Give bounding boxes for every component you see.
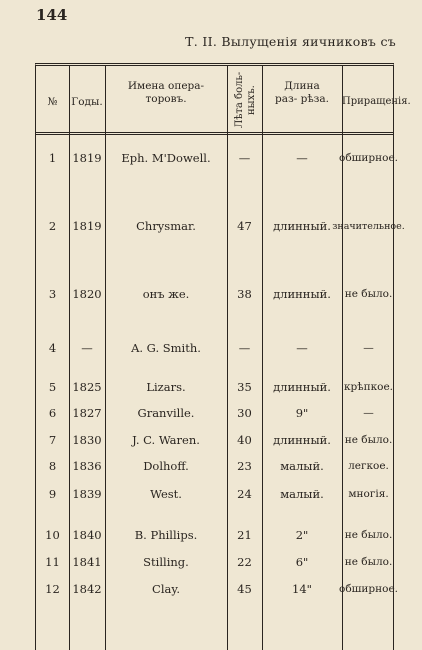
cell-year: 1819 bbox=[72, 219, 102, 233]
cell-increment: обширное. bbox=[339, 583, 398, 595]
cell-year: 1842 bbox=[72, 582, 102, 596]
cell-length: — bbox=[296, 151, 308, 165]
cell-num: 5 bbox=[48, 380, 57, 394]
header-num: № bbox=[47, 96, 58, 108]
cell-age: 38 bbox=[237, 287, 252, 301]
cell-age: 21 bbox=[237, 528, 252, 542]
table-row bbox=[36, 456, 393, 476]
cell-increment: — bbox=[363, 342, 374, 354]
cell-year: 1820 bbox=[72, 287, 102, 301]
cell-year: — bbox=[81, 341, 93, 355]
cell-year: 1819 bbox=[72, 151, 102, 165]
table-row bbox=[36, 579, 398, 599]
table-row bbox=[36, 484, 393, 504]
cell-increment: многія. bbox=[348, 488, 389, 500]
cell-year: 1839 bbox=[72, 487, 102, 501]
cell-increment: не было. bbox=[344, 529, 393, 541]
cell-increment: легкое. bbox=[348, 460, 389, 472]
cell-year: 1830 bbox=[72, 433, 102, 447]
cell-age: 35 bbox=[237, 380, 252, 394]
cell-num: 3 bbox=[48, 287, 57, 301]
cell-age: 45 bbox=[237, 582, 252, 596]
table-row bbox=[36, 525, 393, 545]
header-rule bbox=[36, 132, 393, 135]
cell-length: малый. bbox=[280, 459, 324, 473]
cell-num: 6 bbox=[48, 406, 57, 420]
cell-length: 6" bbox=[295, 555, 309, 569]
cell-increment: — bbox=[363, 407, 374, 419]
cell-year: 1841 bbox=[72, 555, 102, 569]
cell-num: 8 bbox=[48, 459, 57, 473]
cell-age: 40 bbox=[237, 433, 252, 447]
cell-length: 9" bbox=[295, 406, 309, 420]
table-row bbox=[36, 552, 393, 572]
table-row bbox=[36, 216, 405, 236]
cell-num: 11 bbox=[45, 555, 60, 569]
cell-length: 14" bbox=[292, 582, 312, 596]
cell-age: 23 bbox=[237, 459, 252, 473]
cell-length: длинный. bbox=[273, 219, 331, 233]
cell-length: длинный. bbox=[273, 380, 331, 394]
cell-age: — bbox=[238, 341, 251, 355]
cell-length: длинный. bbox=[273, 287, 331, 301]
header-operator: Имена опера- торовъ. bbox=[127, 80, 205, 106]
cell-operator: B. Phillips. bbox=[134, 528, 198, 542]
table-row bbox=[36, 377, 393, 397]
cell-operator: Clay. bbox=[152, 582, 180, 596]
cell-operator: Chrysmar. bbox=[136, 219, 196, 233]
cell-year: 1840 bbox=[72, 528, 102, 542]
cell-num: 9 bbox=[48, 487, 57, 501]
cell-num: 4 bbox=[48, 341, 57, 355]
cell-operator: Dolhoff. bbox=[143, 459, 189, 473]
cell-length: малый. bbox=[280, 487, 324, 501]
cell-operator: Stilling. bbox=[143, 555, 189, 569]
cell-year: 1827 bbox=[72, 406, 102, 420]
cell-operator: West. bbox=[150, 487, 182, 501]
header-age: Лѣта боль- ныхъ. bbox=[234, 71, 257, 129]
cell-age: 47 bbox=[237, 219, 252, 233]
cell-length: — bbox=[296, 341, 308, 355]
table-row bbox=[36, 284, 393, 304]
cell-operator: A. G. Smith. bbox=[131, 341, 201, 355]
cell-operator: Eph. M'Dowell. bbox=[121, 151, 211, 165]
cell-increment: не было. bbox=[344, 288, 393, 300]
operations-table bbox=[35, 63, 411, 650]
cell-increment: не было. bbox=[344, 556, 393, 568]
header-increment: Приращенія. bbox=[342, 96, 411, 107]
cell-num: 1 bbox=[48, 151, 57, 165]
cell-age: 30 bbox=[237, 406, 252, 420]
cell-increment: не было. bbox=[344, 434, 393, 446]
header-length: Длина раз- рѣза. bbox=[275, 80, 329, 106]
cell-num: 2 bbox=[48, 219, 57, 233]
cell-operator: онъ же. bbox=[142, 287, 190, 301]
cell-age: 22 bbox=[237, 555, 252, 569]
cell-year: 1825 bbox=[72, 380, 102, 394]
running-head: Т. II. Вылущенія яичниковъ съ bbox=[185, 34, 396, 49]
header-year: Годы. bbox=[71, 96, 103, 108]
cell-age: 24 bbox=[237, 487, 252, 501]
cell-operator: J. C. Waren. bbox=[132, 433, 200, 447]
cell-year: 1836 bbox=[72, 459, 102, 473]
cell-num: 10 bbox=[45, 528, 60, 542]
cell-operator: Lizars. bbox=[146, 380, 186, 394]
cell-operator: Granville. bbox=[137, 406, 195, 420]
cell-num: 7 bbox=[48, 433, 57, 447]
cell-increment: крѣпкое. bbox=[343, 381, 394, 393]
cell-increment: значительное. bbox=[332, 220, 405, 232]
cell-length: 2" bbox=[295, 528, 309, 542]
table-row bbox=[36, 403, 393, 423]
cell-increment: обширное. bbox=[339, 152, 398, 164]
cell-num: 12 bbox=[45, 582, 60, 596]
table-row bbox=[36, 430, 393, 450]
cell-age: — bbox=[238, 151, 251, 165]
table-row bbox=[36, 148, 398, 168]
table-row bbox=[36, 338, 393, 358]
cell-length: длинный. bbox=[273, 433, 331, 447]
page-number: 144 bbox=[36, 6, 68, 24]
